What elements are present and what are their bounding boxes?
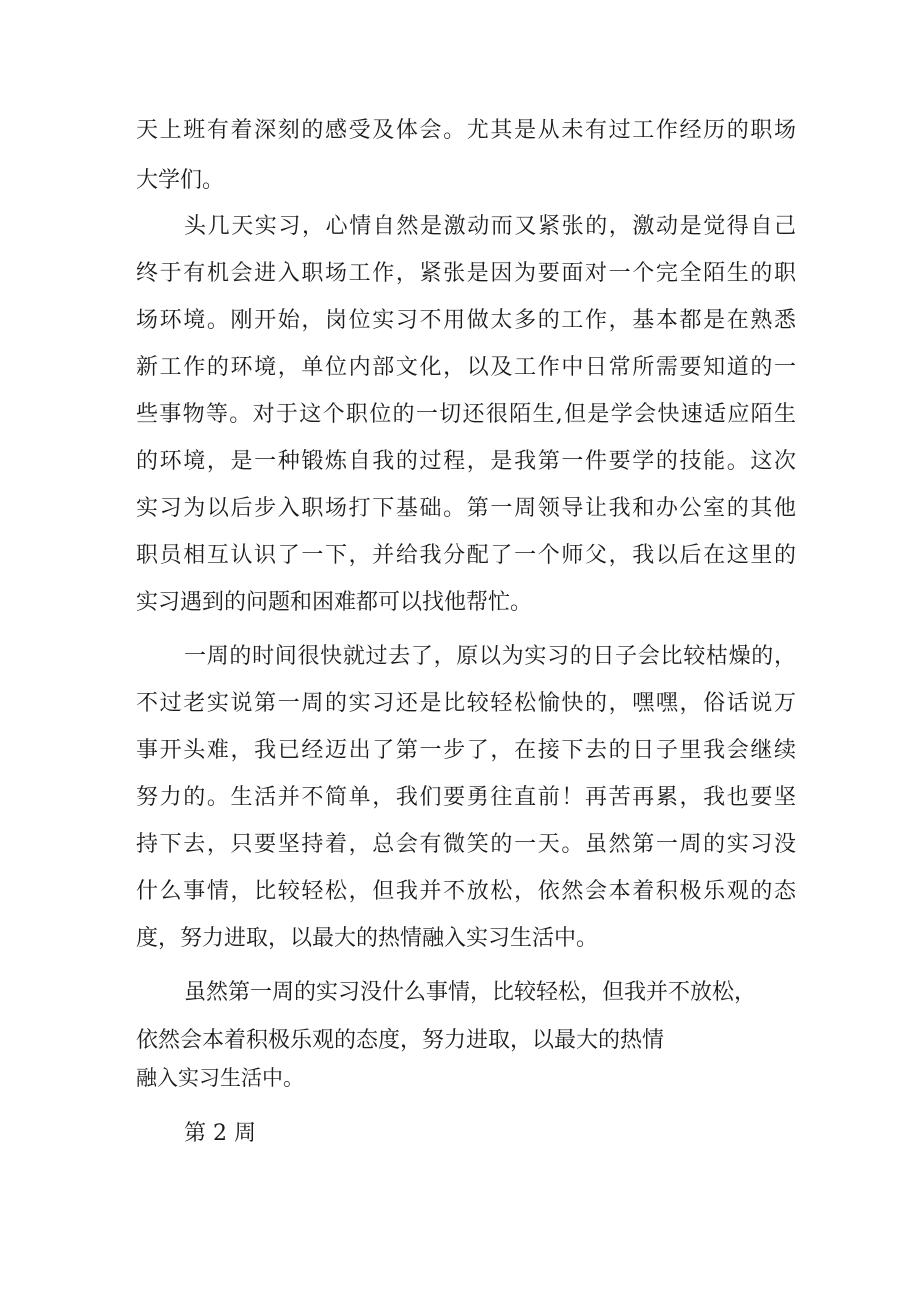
- text-line: 职员相互认识了一下，并给我分配了一个师父，我以后在这里的: [136, 543, 796, 568]
- text-line: 努力的。生活并不简单，我们要勇往直前！再苦再累，我也要坚: [136, 785, 796, 810]
- text-line: 持下去，只要坚持着，总会有微笑的一天。虽然第一周的实习没: [136, 832, 796, 857]
- text-line: 事开头难，我已经迈出了第一步了，在接下去的日子里我会继续: [136, 738, 796, 763]
- text-line: 大学们。: [136, 168, 225, 193]
- text-line: 融入实习生活中。: [136, 1066, 304, 1090]
- text-line: 终于有机会进入职场工作，紧张是因为要面对一个完全陌生的职: [136, 261, 796, 286]
- text-line: 什么事情，比较轻松，但我并不放松，依然会本着积极乐观的态: [136, 879, 796, 904]
- text-line: 些事物等。对于这个职位的一切还很陌生,但是学会快速适应陌生: [136, 402, 796, 427]
- text-line: 头几天实习，心情自然是激动而又紧张的，激动是觉得自己: [184, 214, 796, 239]
- text-line: 度，努力进取，以最大的热情融入实习生活中。: [136, 926, 599, 951]
- text-line: 新工作的环境，单位内部文化，以及工作中日常所需要知道的一: [136, 355, 796, 380]
- text-line: 实习遇到的问题和困难都可以找他帮忙。: [136, 590, 533, 615]
- text-line: 实习为以后步入职场打下基础。第一周领导让我和办公室的其他: [136, 496, 796, 521]
- text-line: 天上班有着深刻的感受及体会。尤其是从未有过工作经历的职场: [136, 118, 796, 143]
- text-line: 不过老实说第一周的实习还是比较轻松愉快的，嘿嘿，俗话说万: [136, 691, 796, 716]
- text-line: 依然会本着积极乐观的态度，努力进取，以最大的热情: [136, 1028, 665, 1053]
- text-line: 虽然第一周的实习没什么事情，比较轻松，但我并不放松，: [184, 980, 757, 1005]
- text-line: 一周的时间很快就过去了，原以为实习的日子会比较枯燥的，: [184, 644, 796, 669]
- text-line: 场环境。刚开始，岗位实习不用做太多的工作，基本都是在熟悉: [136, 308, 796, 333]
- text-line: 的环境，是一种锻炼自我的过程，是我第一件要学的技能。这次: [136, 449, 796, 474]
- text-line: 第 2 周: [184, 1121, 256, 1146]
